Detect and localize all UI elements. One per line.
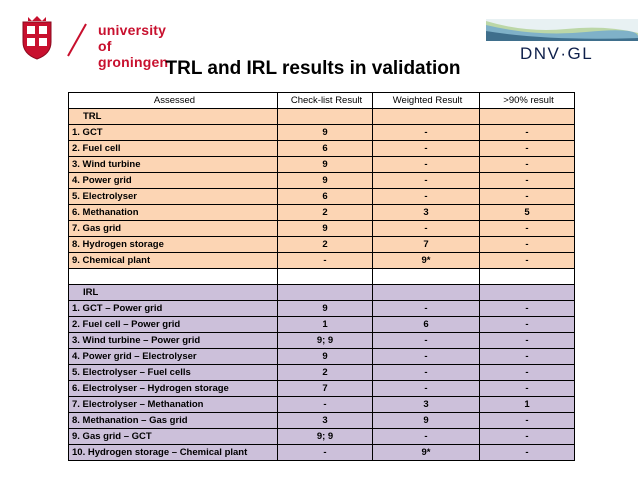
assessed-cell: 5. Electrolyser – Fuel cells — [69, 365, 278, 381]
section-label: IRL — [69, 285, 278, 301]
checklist-cell: 9 — [278, 349, 373, 365]
weighted-cell: - — [373, 365, 480, 381]
weighted-cell: 6 — [373, 317, 480, 333]
table-row — [69, 301, 575, 317]
table-row — [69, 253, 575, 269]
weighted-cell: 7 — [373, 237, 480, 253]
checklist-cell: 7 — [278, 381, 373, 397]
assessed-cell: 9. Chemical plant — [69, 253, 278, 269]
weighted-cell: - — [373, 221, 480, 237]
results-table — [68, 92, 575, 461]
table-row — [69, 413, 575, 429]
table-row — [69, 317, 575, 333]
result-90-cell: - — [480, 349, 575, 365]
empty-cell — [278, 285, 373, 301]
empty-cell — [373, 109, 480, 125]
result-90-cell: - — [480, 445, 575, 461]
empty-cell — [278, 109, 373, 125]
section-label: TRL — [69, 109, 278, 125]
result-90-cell: - — [480, 333, 575, 349]
assessed-cell: 7. Electrolyser – Methanation — [69, 397, 278, 413]
table-row — [69, 445, 575, 461]
table-row — [69, 381, 575, 397]
result-90-cell: - — [480, 253, 575, 269]
crest-icon — [20, 16, 54, 60]
checklist-cell: 6 — [278, 189, 373, 205]
assessed-cell: 6. Electrolyser – Hydrogen storage — [69, 381, 278, 397]
checklist-cell: 1 — [278, 317, 373, 333]
empty-cell — [480, 285, 575, 301]
weighted-cell: 9* — [373, 445, 480, 461]
dnvgl-logo: DNV·GL — [520, 44, 594, 63]
table-row — [69, 157, 575, 173]
assessed-cell: 2. Fuel cell – Power grid — [69, 317, 278, 333]
table-row — [69, 173, 575, 189]
weighted-cell: 9* — [373, 253, 480, 269]
checklist-cell: 3 — [278, 413, 373, 429]
weighted-cell: - — [373, 189, 480, 205]
result-90-cell: 1 — [480, 397, 575, 413]
table-row — [69, 397, 575, 413]
assessed-cell: 8. Hydrogen storage — [69, 237, 278, 253]
weighted-cell: - — [373, 381, 480, 397]
table-row — [69, 237, 575, 253]
assessed-cell: 4. Power grid — [69, 173, 278, 189]
result-90-cell: 5 — [480, 205, 575, 221]
checklist-cell: 9 — [278, 301, 373, 317]
table-row — [69, 221, 575, 237]
slash-icon — [66, 22, 88, 58]
checklist-cell: 2 — [278, 365, 373, 381]
table-row — [69, 141, 575, 157]
page-title: TRL and IRL results in validation — [165, 58, 461, 79]
table-row — [69, 333, 575, 349]
checklist-cell: 9 — [278, 157, 373, 173]
table-row — [69, 365, 575, 381]
weighted-cell: - — [373, 157, 480, 173]
result-90-cell: - — [480, 125, 575, 141]
checklist-cell: - — [278, 253, 373, 269]
result-90-cell: - — [480, 221, 575, 237]
irl-section-row — [69, 285, 575, 301]
result-90-cell: - — [480, 141, 575, 157]
university-logo — [14, 14, 169, 70]
empty-cell — [480, 269, 575, 285]
table-row — [69, 205, 575, 221]
result-90-cell: - — [480, 429, 575, 445]
result-90-cell: - — [480, 189, 575, 205]
checklist-cell: 2 — [278, 205, 373, 221]
checklist-cell: 9 — [278, 221, 373, 237]
weighted-cell: - — [373, 349, 480, 365]
weighted-cell: - — [373, 429, 480, 445]
table-row — [69, 429, 575, 445]
university-line2: groningen — [98, 54, 169, 70]
result-90-cell: - — [480, 365, 575, 381]
header-assessed: Assessed — [69, 93, 278, 109]
result-90-cell: - — [480, 413, 575, 429]
result-90-cell: - — [480, 157, 575, 173]
assessed-cell: 7. Gas grid — [69, 221, 278, 237]
result-90-cell: - — [480, 237, 575, 253]
assessed-cell: 4. Power grid – Electrolyser — [69, 349, 278, 365]
result-90-cell: - — [480, 301, 575, 317]
table-row — [69, 125, 575, 141]
dnvgl-banner — [486, 19, 638, 41]
checklist-cell: 2 — [278, 237, 373, 253]
checklist-cell: - — [278, 445, 373, 461]
empty-cell — [373, 285, 480, 301]
weighted-cell: - — [373, 301, 480, 317]
result-90-cell: - — [480, 317, 575, 333]
empty-cell — [373, 269, 480, 285]
checklist-cell: - — [278, 397, 373, 413]
weighted-cell: - — [373, 125, 480, 141]
checklist-cell: 9; 9 — [278, 429, 373, 445]
table-header-row — [69, 93, 575, 109]
weighted-cell: 3 — [373, 397, 480, 413]
result-90-cell: - — [480, 381, 575, 397]
weighted-cell: 9 — [373, 413, 480, 429]
weighted-cell: - — [373, 173, 480, 189]
header-weighted-result: Weighted Result — [373, 93, 480, 109]
assessed-cell: 3. Wind turbine — [69, 157, 278, 173]
checklist-cell: 6 — [278, 141, 373, 157]
checklist-cell: 9; 9 — [278, 333, 373, 349]
weighted-cell: - — [373, 141, 480, 157]
assessed-cell: 10. Hydrogen storage – Chemical plant — [69, 445, 278, 461]
assessed-cell: 1. GCT – Power grid — [69, 301, 278, 317]
weighted-cell: 3 — [373, 205, 480, 221]
assessed-cell: 1. GCT — [69, 125, 278, 141]
checklist-cell: 9 — [278, 125, 373, 141]
assessed-cell: 8. Methanation – Gas grid — [69, 413, 278, 429]
empty-cell — [480, 109, 575, 125]
assessed-cell: 9. Gas grid – GCT — [69, 429, 278, 445]
table-row — [69, 189, 575, 205]
header-90-result: >90% result — [480, 93, 575, 109]
result-90-cell: - — [480, 173, 575, 189]
weighted-cell: - — [373, 333, 480, 349]
assessed-cell: 3. Wind turbine – Power grid — [69, 333, 278, 349]
trl-section-row — [69, 109, 575, 125]
assessed-cell: 5. Electrolyser — [69, 189, 278, 205]
checklist-cell: 9 — [278, 173, 373, 189]
assessed-cell: 2. Fuel cell — [69, 141, 278, 157]
table-row — [69, 349, 575, 365]
university-line1: university of — [98, 22, 167, 54]
header-checklist-result: Check-list Result — [278, 93, 373, 109]
empty-cell — [278, 269, 373, 285]
empty-cell — [69, 269, 278, 285]
assessed-cell: 6. Methanation — [69, 205, 278, 221]
spacer-row — [69, 269, 575, 285]
